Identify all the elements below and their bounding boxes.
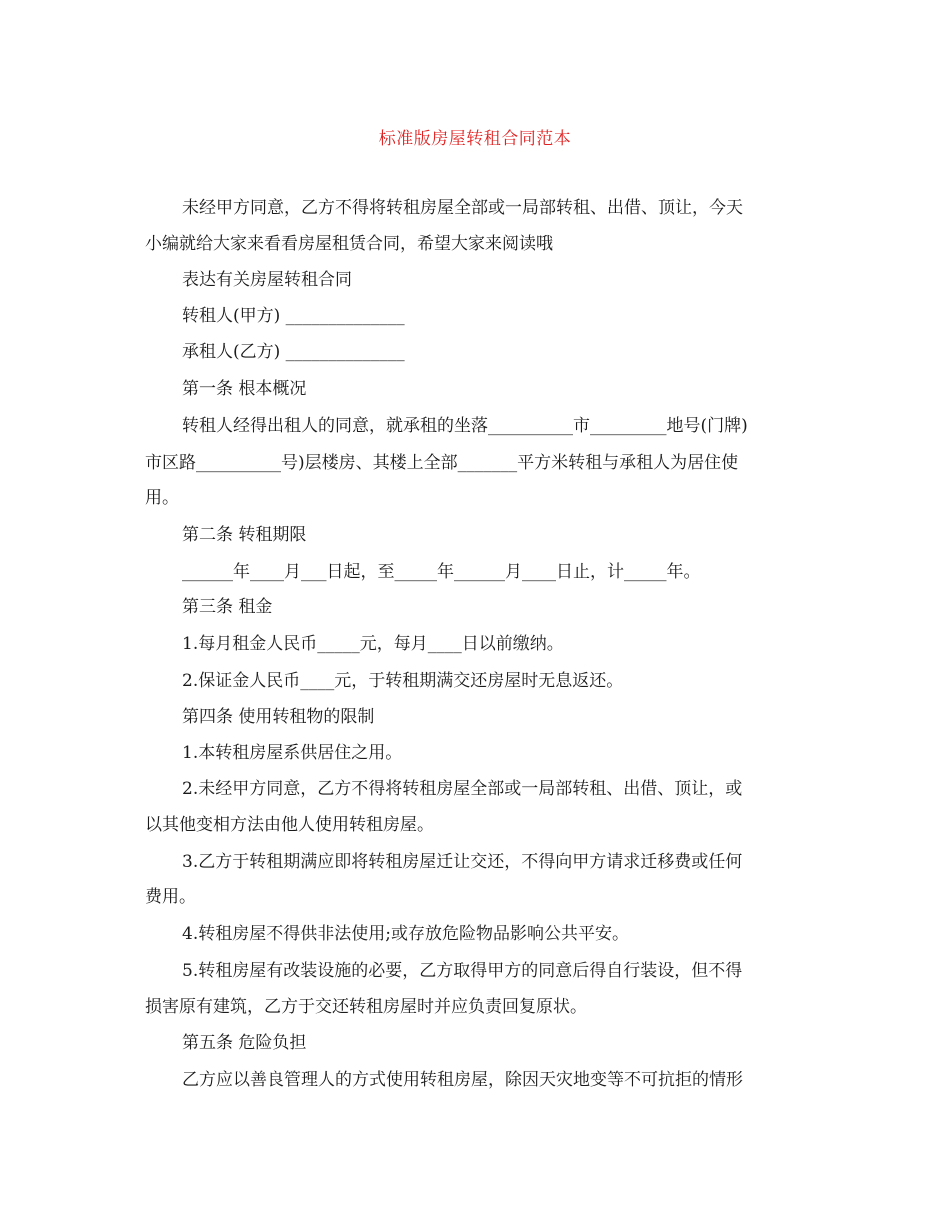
sublessee-field: 承租人(乙方) ______________	[182, 342, 405, 362]
article-heading: 第三条 租金	[182, 597, 273, 617]
paragraph-line: 以其他变相方法由他人使用转租房屋。	[145, 815, 434, 835]
paragraph-line: 4.转租房屋不得供非法使用;或存放危险物品影响公共平安。	[182, 924, 629, 944]
paragraph-line: 市区路__________号)层楼房、其楼上全部_______平方米转租与承租人为居住使	[145, 453, 739, 473]
article-heading: 第四条 使用转租物的限制	[182, 707, 375, 727]
paragraph-line: 用。	[145, 488, 179, 508]
paragraph-line: 乙方应以善良管理人的方式使用转租房屋，除因天灾地变等不可抗拒的情形	[182, 1070, 743, 1090]
paragraph-line: 费用。	[145, 887, 196, 907]
paragraph-line: ______年____月___日起，至_____年______月____日止，计_____年。	[182, 562, 701, 582]
paragraph-line: 3.乙方于转租期满应即将转租房屋迁让交还，不得向甲方请求迁移费或任何	[182, 852, 743, 872]
paragraph-line: 2.未经甲方同意，乙方不得将转租房屋全部或一局部转租、出借、顶让，或	[182, 779, 743, 799]
paragraph-line: 1.每月租金人民币_____元，每月____日以前缴纳。	[182, 634, 564, 654]
document-title: 标准版房屋转租合同范本	[378, 129, 572, 149]
paragraph-line: 1.本转租房屋系供居住之用。	[182, 743, 403, 763]
article-heading: 第二条 转租期限	[182, 525, 307, 545]
paragraph-line: 5.转租房屋有改装设施的必要，乙方取得甲方的同意后得自行装设，但不得	[182, 961, 743, 981]
paragraph-line: 小编就给大家来看看房屋租赁合同，希望大家来阅读哦	[145, 234, 553, 254]
paragraph-line: 表达有关房屋转租合同	[182, 270, 352, 290]
paragraph-line: 2.保证金人民币____元，于转租期满交还房屋时无息返还。	[182, 671, 624, 691]
article-heading: 第五条 危险负担	[182, 1033, 307, 1053]
paragraph-line: 损害原有建筑，乙方于交还转租房屋时并应负责回复原状。	[145, 997, 587, 1017]
sublessor-field: 转租人(甲方) ______________	[182, 306, 405, 326]
paragraph-line: 转租人经得出租人的同意，就承租的坐落__________市_________地号(门牌)	[182, 416, 748, 436]
paragraph-line: 未经甲方同意，乙方不得将转租房屋全部或一局部转租、出借、顶让，今天	[182, 198, 743, 218]
article-heading: 第一条 根本概况	[182, 379, 307, 399]
